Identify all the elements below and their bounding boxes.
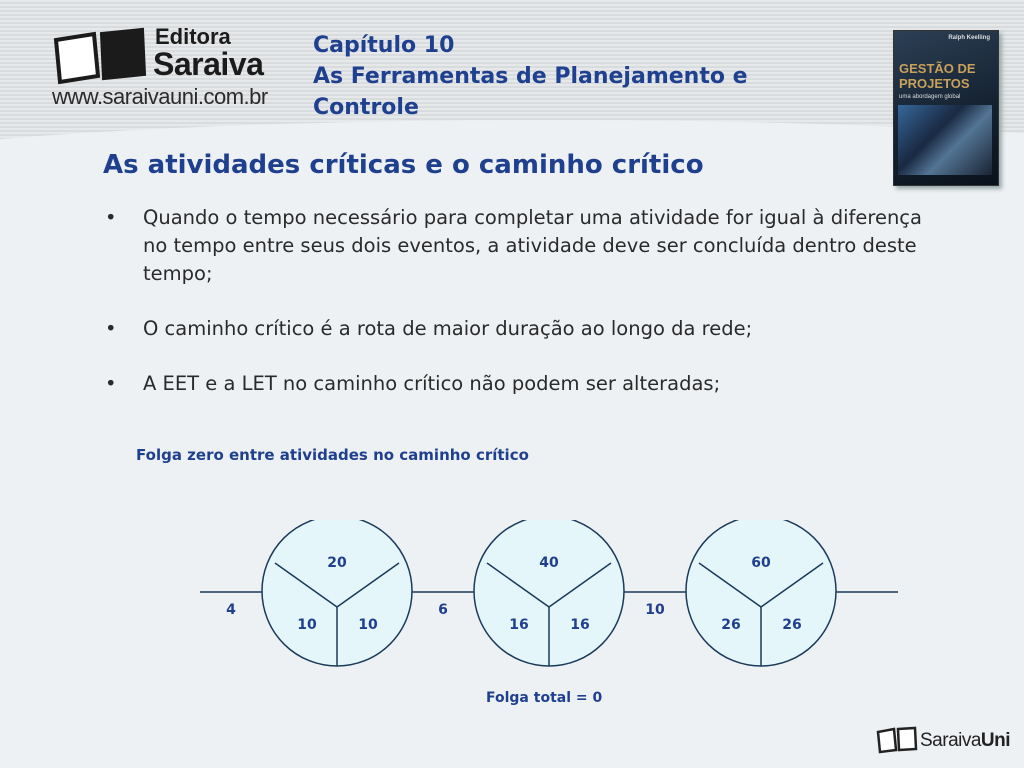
logo-saraiva-text: Saraiva bbox=[153, 46, 264, 82]
book-title-line1: GESTÃO DE bbox=[899, 61, 976, 76]
footer-brand-bold: Uni bbox=[980, 730, 1011, 751]
bullet-item bbox=[103, 370, 923, 398]
event-eet-label: 10 bbox=[297, 617, 317, 633]
logo-url[interactable]: www.saraivauni.com.br bbox=[52, 84, 268, 109]
open-book-logo-icon bbox=[52, 26, 148, 86]
event-let-label: 26 bbox=[782, 617, 802, 633]
event-number-label: 20 bbox=[327, 555, 347, 571]
book-title bbox=[899, 61, 976, 91]
activity-duration-label: 10 bbox=[645, 602, 665, 618]
book-subtitle: uma abordagem global bbox=[899, 94, 961, 100]
bullet-text: A EET e a LET no caminho crítico não podem ser alteradas; bbox=[143, 372, 721, 395]
event-let-label: 10 bbox=[358, 617, 378, 633]
bullet-item bbox=[103, 204, 923, 288]
footer-brand-text bbox=[920, 730, 1010, 752]
bullet-list bbox=[103, 204, 923, 425]
bullet-text: Quando o tempo necessário para completar uma atividade for igual à diferença no tempo entre seus dois eventos, a atividade deve ser concluída dentro deste tempo; bbox=[143, 206, 922, 285]
book-cover-art bbox=[898, 105, 992, 175]
critical-path-network-diagram bbox=[0, 520, 1024, 680]
activity-duration-label: 6 bbox=[438, 602, 448, 618]
event-number-label: 40 bbox=[539, 555, 559, 571]
book-author: Ralph Keelling bbox=[948, 35, 990, 41]
total-float-note: Folga total = 0 bbox=[486, 690, 603, 706]
chapter-number: Capítulo 10 bbox=[313, 33, 455, 58]
activity-duration-label: 4 bbox=[226, 602, 236, 618]
chapter-name-line2: Controle bbox=[313, 95, 419, 120]
event-eet-label: 16 bbox=[509, 617, 529, 633]
bullet-text: O caminho crítico é a rota de maior duração ao longo da rede; bbox=[143, 317, 753, 340]
footer-brand-regular: Saraiva bbox=[920, 730, 981, 751]
bullet-dot: • bbox=[105, 206, 117, 229]
event-let-label: 16 bbox=[570, 617, 590, 633]
event-number-label: 60 bbox=[751, 555, 771, 571]
diagram-caption: Folga zero entre atividades no caminho crítico bbox=[136, 446, 529, 464]
chapter-title bbox=[313, 30, 873, 123]
book-title-line2: PROJETOS bbox=[899, 76, 970, 91]
saraivauni-footer-logo bbox=[876, 724, 1016, 758]
event-eet-label: 26 bbox=[721, 617, 741, 633]
open-book-footer-icon bbox=[876, 726, 918, 754]
chapter-name-line1: As Ferramentas de Planejamento e bbox=[313, 64, 748, 89]
bullet-dot: • bbox=[105, 372, 117, 395]
logo-editora-text: Editora bbox=[155, 24, 231, 49]
bullet-dot: • bbox=[105, 317, 117, 340]
book-cover-image bbox=[893, 30, 999, 186]
bullet-item bbox=[103, 315, 923, 343]
slide-title: As atividades críticas e o caminho crítico bbox=[103, 150, 704, 180]
